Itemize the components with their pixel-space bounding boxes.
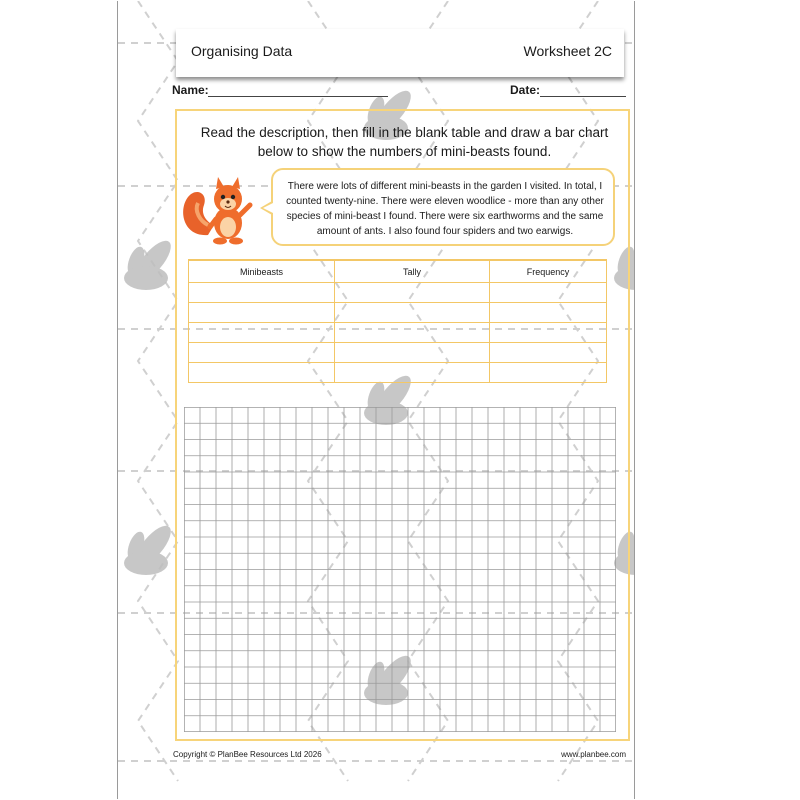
table-cell[interactable] bbox=[490, 303, 607, 323]
table-cell[interactable] bbox=[490, 283, 607, 303]
table-cell[interactable] bbox=[335, 303, 490, 323]
table-row bbox=[189, 283, 607, 303]
date-field[interactable] bbox=[540, 96, 626, 97]
table-row bbox=[189, 363, 607, 383]
table-cell[interactable] bbox=[490, 323, 607, 343]
worksheet-header bbox=[176, 29, 624, 77]
worksheet-title: Organising Data bbox=[191, 43, 293, 59]
table-cell[interactable] bbox=[189, 323, 335, 343]
bee-watermark-icon bbox=[124, 235, 177, 290]
table-cell[interactable] bbox=[335, 363, 490, 383]
table-cell[interactable] bbox=[189, 363, 335, 383]
column-header-minibeasts: Minibeasts bbox=[189, 260, 335, 283]
copyright-text: Copyright © PlanBee Resources Ltd 2026 bbox=[173, 750, 322, 759]
description-text: There were lots of different mini-beasts in the garden I visited. In total, I counted twenty-nine. There were eleven woodlice - more than any other species of mini-beast I found. There were six earthworms and the same amount of ants. I also found four spiders and two earwigs. bbox=[286, 181, 604, 237]
name-field[interactable] bbox=[208, 96, 388, 97]
table-cell[interactable] bbox=[335, 283, 490, 303]
tally-table bbox=[188, 259, 607, 383]
table-cell[interactable] bbox=[490, 343, 607, 363]
website-link[interactable]: www.planbee.com bbox=[561, 750, 626, 759]
bee-watermark-icon bbox=[124, 520, 177, 575]
bar-chart-grid[interactable] bbox=[184, 407, 616, 732]
name-label: Name: bbox=[172, 83, 209, 97]
worksheet-page bbox=[117, 1, 635, 799]
table-cell[interactable] bbox=[189, 303, 335, 323]
worksheet-number: Worksheet 2C bbox=[523, 43, 612, 59]
table-cell[interactable] bbox=[189, 283, 335, 303]
table-cell[interactable] bbox=[335, 343, 490, 363]
column-header-frequency: Frequency bbox=[490, 260, 607, 283]
table-row bbox=[189, 343, 607, 363]
date-label: Date: bbox=[510, 83, 541, 97]
column-header-tally: Tally bbox=[335, 260, 490, 283]
table-cell[interactable] bbox=[189, 343, 335, 363]
instructions-text: Read the description, then fill in the blank table and draw a bar chart below to show the numbers of mini-beasts found. bbox=[200, 125, 609, 159]
table-row bbox=[189, 323, 607, 343]
table-cell[interactable] bbox=[490, 363, 607, 383]
table-row bbox=[189, 303, 607, 323]
table-cell[interactable] bbox=[335, 323, 490, 343]
table-header-row bbox=[189, 260, 607, 283]
squirrel-icon bbox=[178, 175, 258, 247]
speech-bubble bbox=[271, 168, 615, 246]
